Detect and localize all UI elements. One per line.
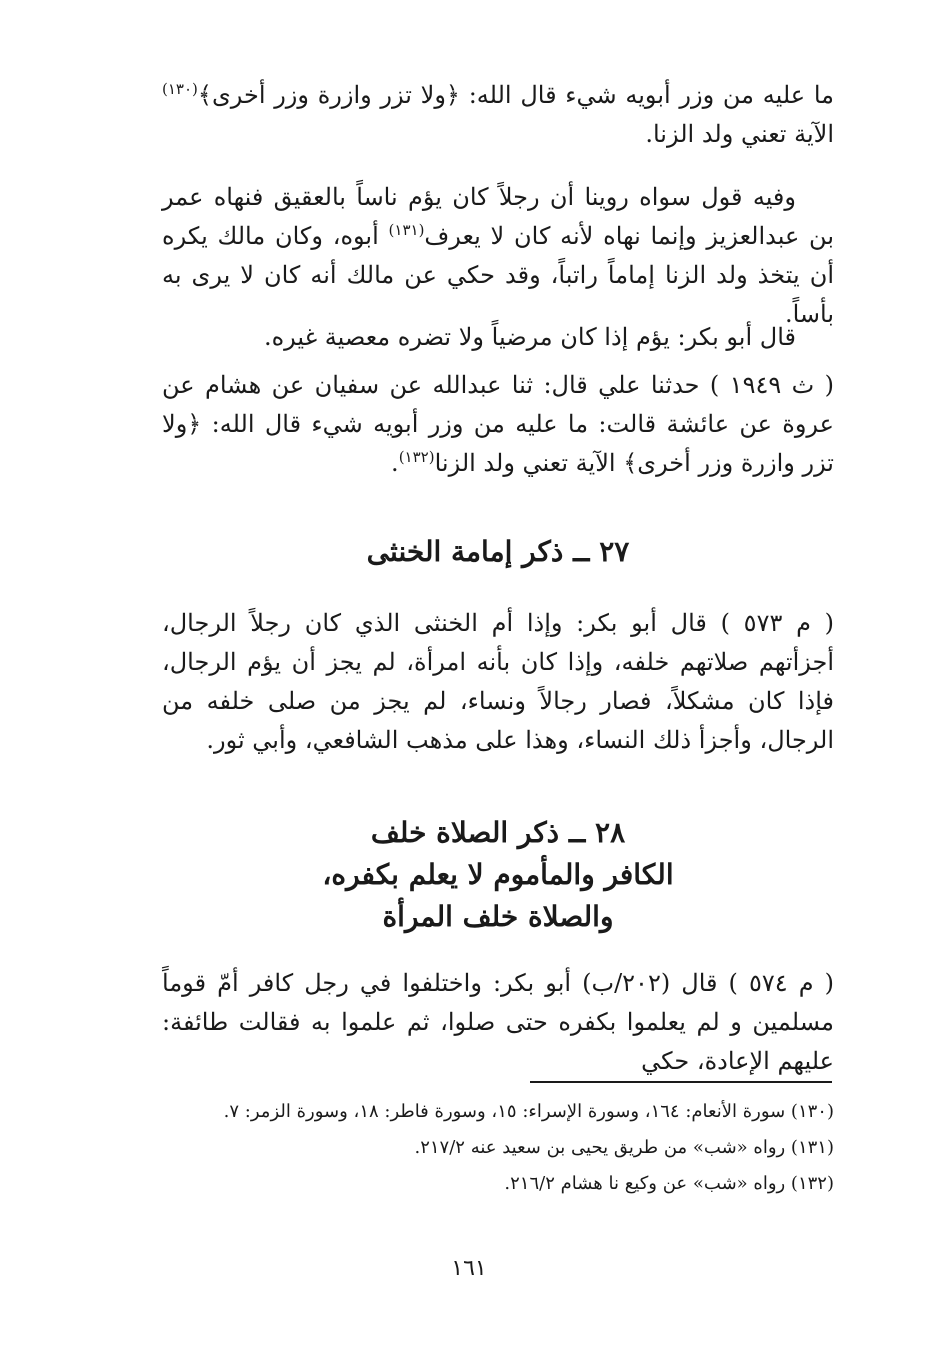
paragraph-text: . bbox=[391, 449, 399, 477]
footnote-divider bbox=[530, 1081, 832, 1083]
paragraph-umar-opinion bbox=[162, 178, 834, 334]
heading-line: والصلاة خلف المرأة bbox=[382, 900, 614, 933]
section-heading-27: ٢٧ ــ ذكر إمامة الخنثى bbox=[366, 535, 630, 568]
footnote-ref-130[interactable]: (١٣٠) bbox=[162, 80, 198, 98]
section-heading-28 bbox=[162, 812, 834, 938]
paragraph-text: أبوه، وكان مالك يكره أن يتخذ ولد الزنا إماماً راتباً، وقد حكي عن مالك أنه كان لا يرى به بأساً. bbox=[162, 222, 834, 328]
paragraph-text: الآية تعني ولد الزنا. bbox=[645, 120, 834, 148]
page-number: ١٦١ bbox=[451, 1256, 487, 1281]
paragraph-text: ما عليه من وزر أبويه شيء قال الله: ﴿ولا تزر وازرة وزر أخرى﴾ bbox=[197, 81, 834, 109]
footnote-130: (١٣٠) سورة الأنعام: ١٦٤، وسورة الإسراء: ١٥، وسورة فاطر: ١٨، وسورة الزمر: ٧. bbox=[223, 1101, 834, 1122]
footnote-ref-132[interactable]: (١٣٢) bbox=[398, 448, 435, 466]
footnotes bbox=[162, 1094, 834, 1202]
paragraph-abu-bakr-statement: قال أبو بكر: يؤم إذا كان مرضياً ولا تضره معصية غيره. bbox=[263, 323, 796, 351]
paragraph-hadith-1949 bbox=[162, 366, 834, 483]
paragraph-text: ( ث ١٩٤٩ ) حدثنا علي قال: ثنا عبدالله عن سفيان عن هشام عن عروة عن عائشة قالت: ما عليه من وزر أبويه شيء قال الله: ﴿ولا تزر وازرة وزر أخرى﴾ الآية تعني ولد الزنا bbox=[162, 371, 834, 477]
paragraph-text: وفيه قول سواه روينا أن رجلاً كان يؤم ناساً بالعقيق فنهاه عمر بن عبدالعزيز وإنما نهاه لأنه كان لا يعرف bbox=[162, 183, 834, 250]
footnote-132: (١٣٢) رواه «شب» عن وكيع نا هشام ٢١٦/٢. bbox=[504, 1173, 834, 1194]
paragraph-quran-verse bbox=[162, 76, 834, 154]
footnote-131: (١٣١) رواه «شب» من طريق يحيى بن سعيد عنه ٢١٧/٢. bbox=[414, 1137, 834, 1158]
heading-line: ٢٨ ــ ذكر الصلاة خلف bbox=[370, 816, 626, 849]
footnote-ref-131[interactable]: (١٣١) bbox=[388, 221, 425, 239]
paragraph-masala-573: ( م ٥٧٣ ) قال أبو بكر: وإذا أم الخنثى الذي كان رجلاً الرجال، أجزأتهم صلاتهم خلفه، وإذا كان بأنه امرأة، لم يجز أن يؤم الرجال، فإذا كان مشكلاً، فصار رجالاً ونساء، لم يجز من صلى خلفه من الرجال، وأجزأ ذلك النساء، وهذا على مذهب الشافعي، وأبي ثور. bbox=[162, 609, 835, 754]
paragraph-masala-574: ( م ٥٧٤ ) قال (٢٠٢/ب) أبو بكر: واختلفوا في رجل كافر أمّ قوماً مسلمين و لم يعلموا بكفره حتى صلوا، ثم علموا به فقالت طائفة: عليهم الإعادة، حكي bbox=[162, 969, 835, 1075]
heading-line: الكافر والمأموم لا يعلم بكفره، bbox=[322, 858, 674, 891]
